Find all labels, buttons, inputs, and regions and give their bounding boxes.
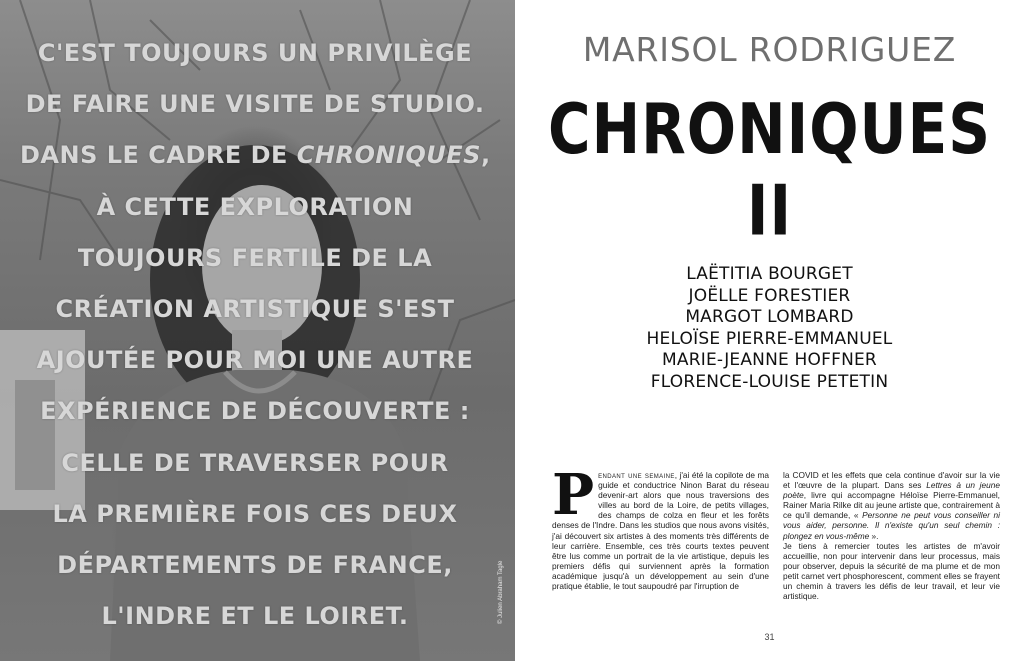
intro-paragraph <box>552 462 769 592</box>
body-column-left <box>552 462 769 592</box>
caption-line: C'EST TOUJOURS UN PRIVILÈGE <box>37 39 473 67</box>
body-text: ». <box>869 530 879 541</box>
caption-line: DÉPARTEMENTS DE FRANCE, <box>57 551 453 580</box>
artist-name: MARIE-JEANNE HOFFNER <box>662 350 877 370</box>
pull-quote <box>20 28 490 642</box>
page-number: 31 <box>764 632 775 642</box>
drop-cap: P <box>552 462 595 528</box>
intro-small-caps: endant une semaine <box>598 470 675 480</box>
body-text: , j'ai été la copilote de ma guide et conductrice Ninon Barat du réseau devenir-art alors que nous traversions des villes au bord de la Loire, de petits villages, des champs de colza en fleur et les forêts denses de l'Indre. Dans les studios que nous avons visités, j'ai découvert six artistes à des moments très différents de leur carrière. Ensemble, ces très courts textes peuvent être lus comme un portrait de la vie artistique, depuis les premiers défis qui surviennent après la formation académique jusqu'à un développement au sein d'une pratique établie, le tout saupoudré par l'irruption de <box>552 470 769 592</box>
artist-name: MARGOT LOMBARD <box>685 307 854 327</box>
photo-credit: © Julien Abraham Tagle <box>498 560 504 624</box>
rilke-quote: Personne ne peut vous conseiller ni vous aider, personne. Il n'existe qu'un seul chemin : plongez en vous-même <box>783 510 1001 541</box>
author-name: MARISOL RODRIGUEZ <box>582 30 957 69</box>
caption-line: CELLE DE TRAVERSER POUR <box>61 448 449 477</box>
body-column-right <box>783 470 1000 601</box>
body-paragraph: Je tiens à remercier toutes les artistes de m'avoir accueillie, non pour intervenir dans leur processus, mais pour observer, depuis la sécurité de ma plume et de mon petit carnet vert phosphorescent, comment elles se frayent un chemin à travers les défis de leur travail, et leur vie artistique. <box>783 540 1000 602</box>
caption-line: L'INDRE ET LE LOIRET. <box>101 602 409 631</box>
caption-line: AJOUTÉE POUR MOI UNE AUTRE <box>36 346 474 375</box>
caption-italic-title: CHRONIQUES <box>296 141 481 170</box>
artist-name: FLORENCE-LOUISE PETETIN <box>650 371 889 392</box>
caption-line: DANS LE CADRE DE CHRONIQUES, <box>20 141 491 170</box>
body-text: , livre qui accompagne Héloïse Pierre-Emmanuel, Rainer Maria Rilke dit au jeune artiste que, contrairement à ce qu'il demande, « <box>783 490 1000 521</box>
caption-line: EXPÉRIENCE DE DÉCOUVERTE : <box>40 397 470 426</box>
caption-line: LA PREMIÈRE FOIS CES DEUX <box>52 499 458 528</box>
series-title: CHRONIQUES II <box>548 88 991 252</box>
body-text: la COVID et les effets que cela continue d'avoir sur la vie et l'œuvre de la plupart. Dans ses <box>783 470 1000 491</box>
book-title: Lettres à un jeune poète <box>783 480 1000 501</box>
caption-line: TOUJOURS FERTILE DE LA <box>77 243 433 272</box>
artist-list <box>515 264 1024 393</box>
body-paragraph <box>783 470 1000 541</box>
artist-name: JOËLLE FORESTIER <box>688 285 851 306</box>
artist-name: LAËTITIA BOURGET <box>686 264 853 284</box>
caption-line: CRÉATION ARTISTIQUE S'EST <box>55 295 455 324</box>
right-page <box>515 0 1024 661</box>
caption-line: DE FAIRE UNE VISITE DE STUDIO. <box>25 90 485 119</box>
caption-line: À CETTE EXPLORATION <box>96 192 414 221</box>
artist-name: HELOÏSE PIERRE-EMMANUEL <box>646 328 893 349</box>
